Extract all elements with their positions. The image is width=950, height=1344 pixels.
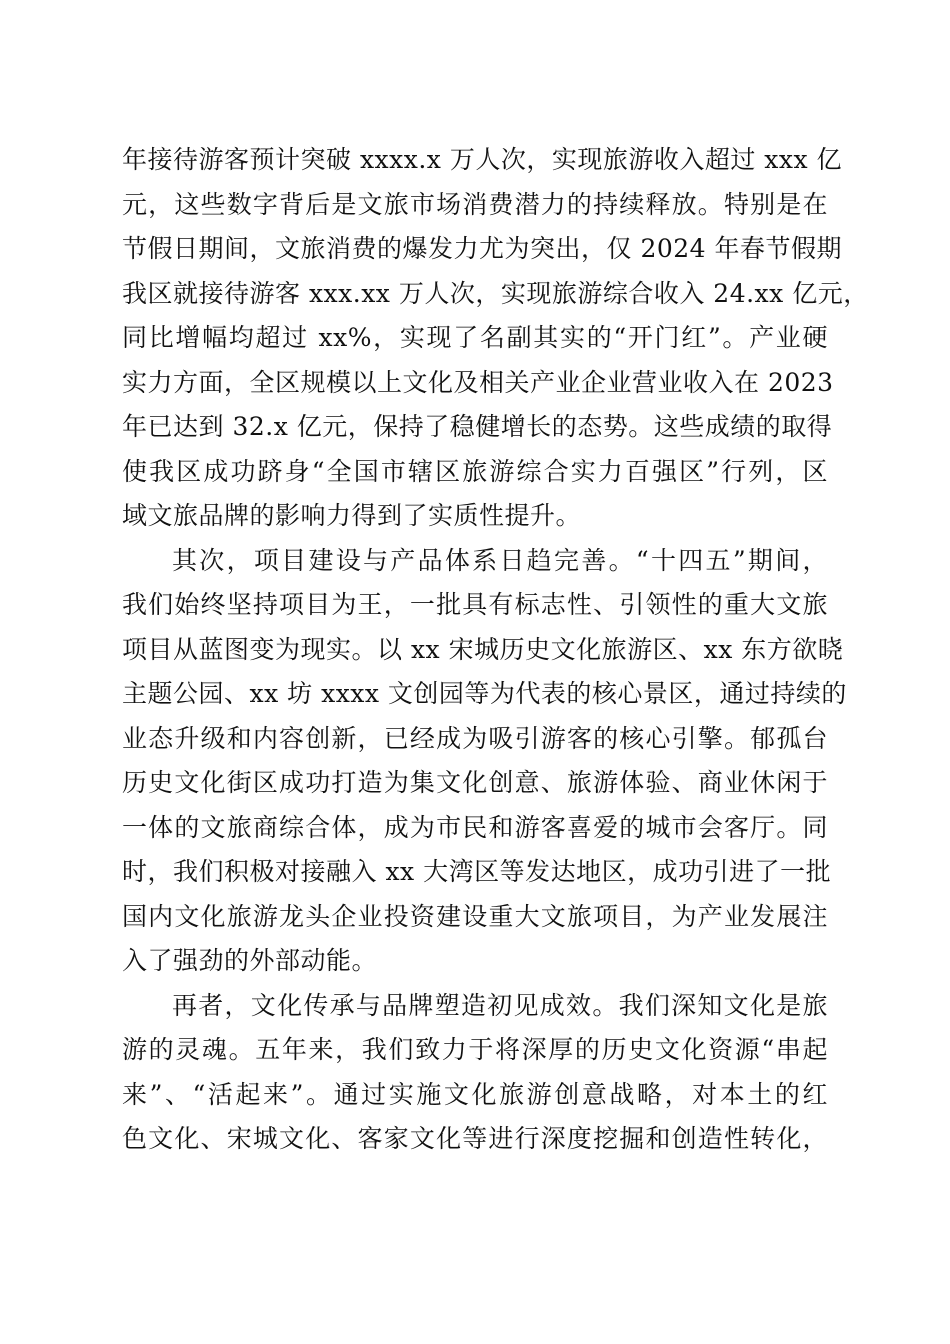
text-line: 元，这些数字背后是文旅市场消费潜力的持续释放。特别是在 (122, 189, 828, 219)
text-line: 项目从蓝图变为现实。以 xx 宋城历史文化旅游区、xx 东方欲晓 (122, 634, 844, 664)
text-line: 节假日期间，文旅消费的爆发力尤为突出，仅 2024 年春节假期 (122, 234, 843, 263)
text-line: 游的灵魂。五年来，我们致力于将深厚的历史文化资源“串起 (122, 1035, 828, 1064)
text-line: 域文旅品牌的影响力得到了实质性提升。 (122, 501, 582, 530)
text-line: 来”、“活起来”。通过实施文化旅游创意战略，对本土的红 (122, 1079, 828, 1109)
text-line: 色文化、宋城文化、客家文化等进行深度挖掘和创造性转化， (122, 1124, 828, 1153)
text-line: 一体的文旅商综合体，成为市民和游客喜爱的城市会客厅。同 (122, 812, 828, 842)
text-line: 同比增幅均超过 xx%，实现了名副其实的“开门红”。产业硬 (122, 323, 828, 352)
paragraph-2 (122, 539, 847, 984)
text-line: 入了强劲的外部动能。 (122, 946, 378, 975)
text-line: 时，我们积极对接融入 xx 大湾区等发达地区，成功引进了一批 (122, 857, 832, 886)
text-line: 我们始终坚持项目为王，一批具有标志性、引领性的重大文旅 (122, 590, 828, 619)
text-line: 再者，文化传承与品牌塑造初见成效。我们深知文化是旅 (172, 990, 828, 1020)
text-line: 实力方面，全区规模以上文化及相关产业企业营业收入在 2023 (122, 367, 834, 397)
paragraph-1 (122, 138, 869, 539)
text-line: 年已达到 32.x 亿元，保持了稳健增长的态势。这些成绩的取得 (122, 412, 833, 441)
text-line: 我区就接待游客 xxx.xx 万人次，实现旅游综合收入 24.xx 亿元， (122, 278, 869, 308)
text-line: 业态升级和内容创新，已经成为吸引游客的核心引擎。郁孤台 (122, 723, 828, 753)
text-line: 使我区成功跻身“全国市辖区旅游综合实力百强区”行列，区 (122, 456, 828, 486)
paragraph-3 (122, 984, 828, 1162)
text-line: 年接待游客预计突破 xxxx.x 万人次，实现旅游收入超过 xxx 亿 (122, 145, 843, 174)
text-line: 其次，项目建设与产品体系日趋完善。“十四五”期间， (172, 545, 828, 575)
body-text (122, 138, 869, 1162)
text-line: 主题公园、xx 坊 xxxx 文创园等为代表的核心景区，通过持续的 (122, 679, 847, 708)
text-line: 历史文化街区成功打造为集文化创意、旅游体验、商业休闲于 (122, 768, 828, 797)
text-line: 国内文化旅游龙头企业投资建设重大文旅项目，为产业发展注 (122, 901, 828, 931)
